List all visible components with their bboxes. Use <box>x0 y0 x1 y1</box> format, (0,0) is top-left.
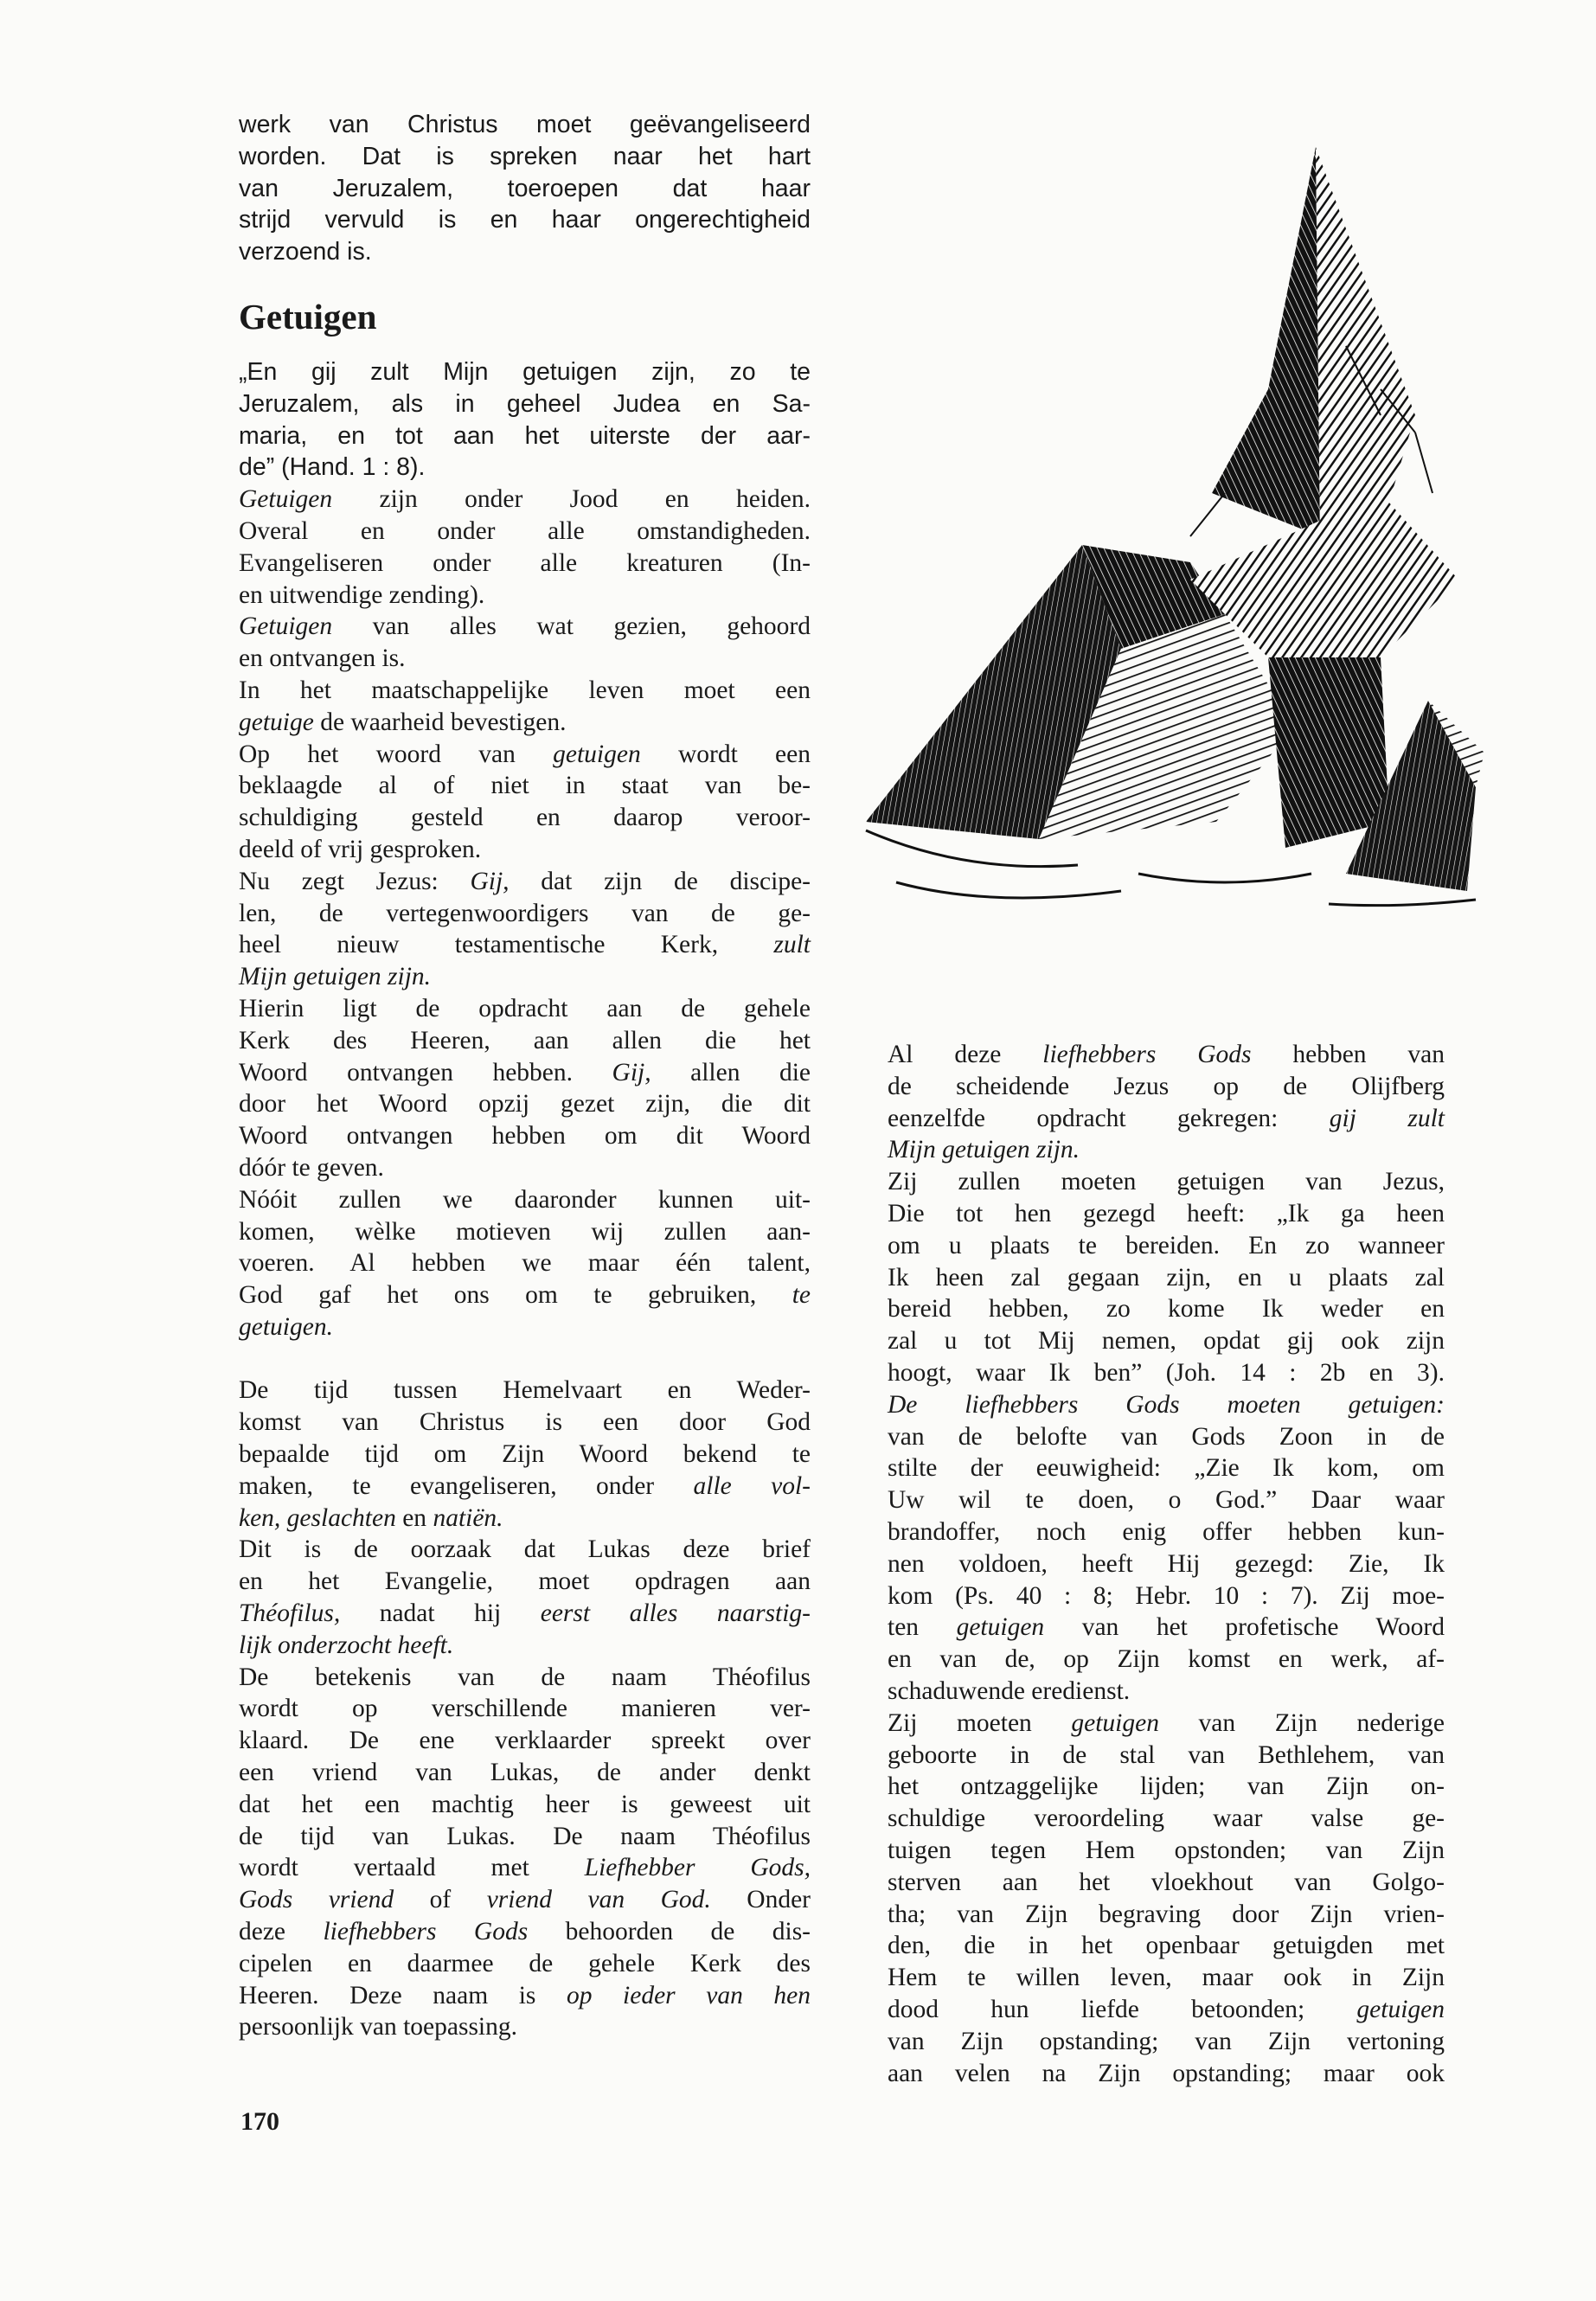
text-line: Op het woord van getuigen wordt een <box>239 740 811 768</box>
text-line: Mijn getuigen zijn. <box>239 963 432 991</box>
text-line: Gods vriend of vriend van God. Onder <box>239 1886 811 1914</box>
text-line: Hierin ligt de opdracht aan de gehele <box>239 994 811 1022</box>
text-line: getuige de waarheid bevestigen. <box>239 708 567 736</box>
text-line: de tijd van Lukas. De naam Théofilus <box>239 1822 811 1850</box>
text-line: lijk onderzocht heeft. <box>239 1631 454 1659</box>
text-line: komen, wèlke motieven wij zullen aan- <box>239 1217 811 1246</box>
text-line: wordt vertaald met Liefhebber Gods, <box>239 1854 811 1882</box>
text-line: cipelen en daarmee de gehele Kerk des <box>239 1949 811 1977</box>
text-line: Die tot hen gezegd heeft: „Ik ga heen <box>888 1199 1445 1227</box>
text-line: persoonlijk van toepassing. <box>239 2013 517 2041</box>
text-line: hoogt, waar Ik ben” (Joh. 14 : 2b en 3). <box>888 1358 1445 1387</box>
text-line: brandoffer, noch enig offer hebben kun- <box>888 1517 1445 1546</box>
text-line: nen voldoen, heeft Hij gezegd: Zie, Ik <box>888 1549 1445 1578</box>
text-line: De betekenis van de naam Théofilus <box>239 1663 811 1691</box>
text-line: en het Evangelie, moet opdragen aan <box>239 1567 811 1596</box>
text-line: Woord ontvangen hebben om dit Woord <box>239 1122 811 1150</box>
intro-line: verzoend is. <box>239 238 372 266</box>
text-line: aan velen na Zijn opstanding; maar ook <box>888 2059 1445 2087</box>
page-number: 170 <box>240 2107 279 2136</box>
text-line: schuldige veroordeling waar valse ge- <box>888 1804 1445 1833</box>
text-line: wordt op verschillende manieren ver- <box>239 1695 811 1723</box>
quote-line: Jeruzalem, als in geheel Judea en Sa- <box>239 389 811 418</box>
text-line: Mijn getuigen zijn. <box>888 1136 1080 1164</box>
text-line: Getuigen zijn onder Jood en heiden. <box>239 485 811 514</box>
text-line: Al deze liefhebbers Gods hebben van <box>888 1041 1445 1068</box>
intro-line: strijd vervuld is en haar ongerechtigheid <box>239 206 811 234</box>
text-line: deeld of vrij gesproken. <box>239 835 482 863</box>
text-line: Heeren. Deze naam is op ieder van hen <box>239 1981 811 2009</box>
text-line: klaard. De ene verklaarder spreekt over <box>239 1727 811 1755</box>
text-line: door het Woord opzij gezet zijn, die dit <box>239 1090 811 1118</box>
text-line: deze liefhebbers Gods behoorden de dis- <box>239 1918 811 1946</box>
pyramid-towers-illustration <box>862 130 1484 986</box>
text-line: Getuigen van alles wat gezien, gehoord <box>239 612 811 641</box>
text-line: zal u tot Mij nemen, opdat gij ook zijn <box>888 1327 1445 1356</box>
text-line: Evangeliseren onder alle kreaturen (In- <box>239 548 811 577</box>
text-line: van Zijn opstanding; van Zijn vertoning <box>888 2027 1445 2055</box>
text-line: Nóóit zullen we daaronder kunnen uit- <box>239 1185 811 1214</box>
quote-line: de” (Hand. 1 : 8). <box>239 453 426 482</box>
text-line: tha; van Zijn begraving door Zijn vrien- <box>888 1900 1445 1928</box>
central-dark-block <box>1268 657 1389 848</box>
text-line: de scheidende Jezus op de Olijfberg <box>888 1072 1445 1100</box>
text-line: Ik heen zal gegaan zijn, en u plaats zal <box>888 1263 1445 1292</box>
text-line: De liefhebbers Gods moeten getuigen: <box>888 1390 1445 1419</box>
text-line: dóór te geven. <box>239 1153 384 1182</box>
text-line: bereid hebben, zo kome Ik weder en <box>888 1295 1445 1324</box>
text-line: om u plaats te bereiden. En zo wanneer <box>888 1231 1445 1259</box>
right-column <box>888 1039 1445 2089</box>
text-line: Zij moeten getuigen van Zijn nederige <box>888 1708 1445 1737</box>
text-line: en van de, op Zijn komst en werk, af- <box>888 1645 1445 1674</box>
text-line: en uitwendige zending). <box>239 580 485 609</box>
text-line: Woord ontvangen hebben. Gij, allen die <box>239 1058 811 1086</box>
quote-line: „En gij zult Mijn getuigen zijn, zo te <box>239 357 811 386</box>
quote-line: maria, en tot aan het uiterste der aar- <box>239 421 811 450</box>
text-line: eenzelfde opdracht gekregen: gij zult <box>888 1104 1445 1132</box>
text-line: kom (Ps. 40 : 8; Hebr. 10 : 7). Zij moe- <box>888 1581 1445 1610</box>
spire-light-face <box>1316 147 1415 536</box>
text-line: tuigen tegen Hem opstonden; van Zijn <box>888 1836 1445 1864</box>
intro-line: van Jeruzalem, toeroepen dat haar <box>239 174 811 202</box>
text-line: Zij zullen moeten getuigen van Jezus, <box>888 1168 1445 1196</box>
spire-dark-face <box>1212 147 1320 536</box>
text-line: ten getuigen van het profetische Woord <box>888 1613 1445 1642</box>
text-line: bepaalde tijd om Zijn Woord bekend te <box>239 1440 811 1469</box>
intro-line: worden. Dat is spreken naar het hart <box>239 142 811 170</box>
text-line: ken, geslachten en natiën. <box>239 1503 503 1532</box>
left-column <box>239 109 811 2043</box>
text-line: In het maatschappelijke leven moet een <box>239 676 811 704</box>
text-line: en ontvangen is. <box>239 644 406 673</box>
text-line: Théofilus, nadat hij eerst alles naarstig- <box>239 1599 811 1628</box>
text-line: Uw wil te doen, o God.” Daar waar <box>888 1486 1445 1515</box>
text-line: Kerk des Heeren, aan allen die het <box>239 1026 811 1054</box>
text-line: stilte der eeuwigheid: „Zie Ik kom, om <box>888 1454 1445 1483</box>
text-line: sterven aan het vloekhout van Golgo- <box>888 1868 1445 1896</box>
text-line: dood hun liefde betoonden; getuigen <box>888 1995 1445 2023</box>
text-line: van de belofte van Gods Zoon in de <box>888 1422 1445 1451</box>
text-line: len, de vertegenwoordigers van de ge- <box>239 899 811 927</box>
text-line: een vriend van Lukas, de ander denkt <box>239 1759 811 1787</box>
text-line: het ontzaggelijke lijden; van Zijn on- <box>888 1772 1445 1801</box>
text-line: schaduwende eredienst. <box>888 1676 1131 1705</box>
text-line: God gaf het ons om te gebruiken, te <box>239 1281 811 1310</box>
text-line: komst van Christus is een door God <box>239 1408 811 1437</box>
text-line: dat het een machtig heer is geweest uit <box>239 1790 811 1818</box>
text-line: Nu zegt Jezus: Gij, dat zijn de discipe- <box>239 867 811 895</box>
text-line: getuigen. <box>239 1312 333 1341</box>
section-heading: Getuigen <box>239 296 377 336</box>
intro-line: werk van Christus moet geëvangeliseerd <box>239 111 811 138</box>
text-line: schuldiging gesteld en daarop veroor- <box>239 804 811 832</box>
text-line: Overal en onder alle omstandigheden. <box>239 516 811 545</box>
text-line: beklaagde al of niet in staat van be- <box>239 772 811 800</box>
text-line: Dit is de oorzaak dat Lukas deze brief <box>239 1535 811 1564</box>
text-line: De tijd tussen Hemelvaart en Weder- <box>239 1376 811 1405</box>
text-line: voeren. Al hebben we maar één talent, <box>239 1249 811 1278</box>
text-line: maken, te evangeliseren, onder alle vol- <box>239 1471 811 1500</box>
text-line: Hem te willen leven, maar ook in Zijn <box>888 1964 1445 1992</box>
text-line: den, die in het openbaar getuigden met <box>888 1932 1445 1960</box>
text-line: geboorte in de stal van Bethlehem, van <box>888 1740 1445 1769</box>
text-line: heel nieuw testamentische Kerk, zult <box>239 931 811 959</box>
